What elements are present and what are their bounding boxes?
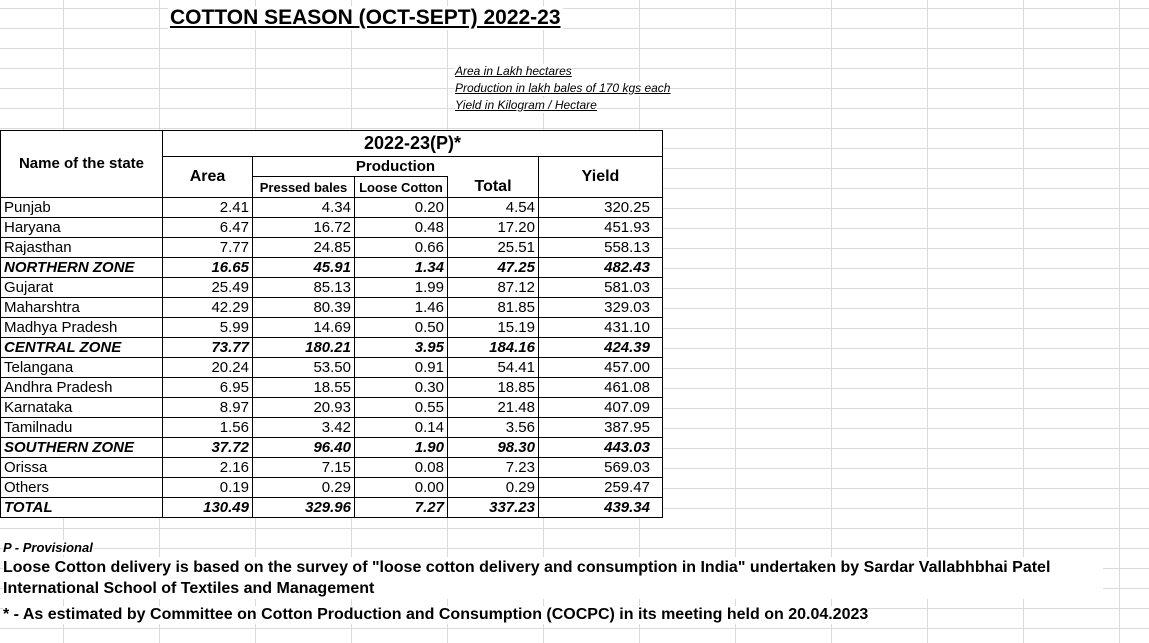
cell-area: 37.72: [163, 438, 253, 458]
cell-total: 54.41: [448, 358, 539, 378]
cell-area: 2.41: [163, 198, 253, 218]
cell-area: 6.95: [163, 378, 253, 398]
header-area: Area: [163, 157, 253, 198]
cell-state-name: SOUTHERN ZONE: [1, 438, 163, 458]
cell-yield: 387.95: [539, 418, 663, 438]
cell-loose-cotton: 0.14: [355, 418, 448, 438]
header-production: Production: [253, 157, 539, 177]
cell-state-name: Gujarat: [1, 278, 163, 298]
table-row-zone-total: [1, 498, 663, 518]
cell-total: 15.19: [448, 318, 539, 338]
cell-total: 81.85: [448, 298, 539, 318]
cell-total: 337.23: [448, 498, 539, 518]
table-row: [1, 298, 663, 318]
cell-area: 25.49: [163, 278, 253, 298]
cell-loose-cotton: 0.20: [355, 198, 448, 218]
cell-yield: 424.39: [539, 338, 663, 358]
cell-loose-cotton: 0.55: [355, 398, 448, 418]
cell-total: 4.54: [448, 198, 539, 218]
cell-total: 87.12: [448, 278, 539, 298]
cell-state-name: Madhya Pradesh: [1, 318, 163, 338]
cell-area: 8.97: [163, 398, 253, 418]
cell-yield: 407.09: [539, 398, 663, 418]
cell-yield: 482.43: [539, 258, 663, 278]
cell-pressed-bales: 24.85: [253, 238, 355, 258]
cell-total: 18.85: [448, 378, 539, 398]
table-row-zone-total: [1, 438, 663, 458]
cell-yield: 439.34: [539, 498, 663, 518]
table-row-zone-total: [1, 338, 663, 358]
cell-loose-cotton: 1.34: [355, 258, 448, 278]
cell-total: 25.51: [448, 238, 539, 258]
provisional-note: P - Provisional: [3, 540, 93, 555]
cell-total: 17.20: [448, 218, 539, 238]
table-row: [1, 478, 663, 498]
cell-state-name: Andhra Pradesh: [1, 378, 163, 398]
cell-state-name: Karnataka: [1, 398, 163, 418]
cell-area: 0.19: [163, 478, 253, 498]
table-row: [1, 378, 663, 398]
cell-yield: 569.03: [539, 458, 663, 478]
header-period: 2022-23(P)*: [163, 131, 663, 157]
cell-state-name: Rajasthan: [1, 238, 163, 258]
cell-yield: 329.03: [539, 298, 663, 318]
cotton-data-table: [0, 130, 663, 518]
cell-pressed-bales: 53.50: [253, 358, 355, 378]
table-row: [1, 398, 663, 418]
cell-area: 5.99: [163, 318, 253, 338]
cell-pressed-bales: 20.93: [253, 398, 355, 418]
unit-note-yield: Yield in Kilogram / Hectare: [455, 98, 597, 112]
cell-pressed-bales: 16.72: [253, 218, 355, 238]
cell-state-name: Others: [1, 478, 163, 498]
table-body: [1, 198, 663, 518]
cell-area: 1.56: [163, 418, 253, 438]
table-row: [1, 278, 663, 298]
cell-state-name: Punjab: [1, 198, 163, 218]
cell-total: 184.16: [448, 338, 539, 358]
table-row: [1, 218, 663, 238]
cell-state-name: TOTAL: [1, 498, 163, 518]
cell-total: 0.29: [448, 478, 539, 498]
cell-area: 7.77: [163, 238, 253, 258]
cell-state-name: NORTHERN ZONE: [1, 258, 163, 278]
header-total: Total: [448, 177, 539, 198]
cell-area: 2.16: [163, 458, 253, 478]
cell-yield: 443.03: [539, 438, 663, 458]
unit-note-area: Area in Lakh hectares: [455, 64, 572, 78]
cell-yield: 457.00: [539, 358, 663, 378]
cell-yield: 259.47: [539, 478, 663, 498]
cell-loose-cotton: 7.27: [355, 498, 448, 518]
cell-pressed-bales: 45.91: [253, 258, 355, 278]
cell-pressed-bales: 96.40: [253, 438, 355, 458]
loose-cotton-note: Loose Cotton delivery is based on the survey of "loose cotton delivery and consumption in India" undertaken by Sardar Vallabhbhai Patel International School of Textiles and Management: [3, 557, 1103, 599]
cell-loose-cotton: 1.46: [355, 298, 448, 318]
cell-state-name: CENTRAL ZONE: [1, 338, 163, 358]
cell-state-name: Haryana: [1, 218, 163, 238]
cell-total: 98.30: [448, 438, 539, 458]
table-row-zone-total: [1, 258, 663, 278]
cell-area: 6.47: [163, 218, 253, 238]
table-row: [1, 458, 663, 478]
table-row: [1, 318, 663, 338]
cell-loose-cotton: 1.99: [355, 278, 448, 298]
header-loose-cotton: Loose Cotton: [355, 177, 448, 198]
header-yield: Yield: [539, 157, 663, 198]
cell-yield: 451.93: [539, 218, 663, 238]
table-row: [1, 238, 663, 258]
estimate-note: * - As estimated by Committee on Cotton Production and Consumption (COCPC) in its meeting held on 20.04.2023: [3, 606, 869, 623]
cell-pressed-bales: 18.55: [253, 378, 355, 398]
cell-yield: 320.25: [539, 198, 663, 218]
cell-pressed-bales: 7.15: [253, 458, 355, 478]
cell-loose-cotton: 0.91: [355, 358, 448, 378]
cell-loose-cotton: 0.30: [355, 378, 448, 398]
cell-total: 7.23: [448, 458, 539, 478]
cell-loose-cotton: 0.50: [355, 318, 448, 338]
cell-pressed-bales: 85.13: [253, 278, 355, 298]
table-row: [1, 358, 663, 378]
cell-pressed-bales: 80.39: [253, 298, 355, 318]
cell-yield: 461.08: [539, 378, 663, 398]
cell-area: 130.49: [163, 498, 253, 518]
cell-pressed-bales: 14.69: [253, 318, 355, 338]
cell-pressed-bales: 3.42: [253, 418, 355, 438]
cell-loose-cotton: 0.66: [355, 238, 448, 258]
cell-pressed-bales: 180.21: [253, 338, 355, 358]
cell-total: 21.48: [448, 398, 539, 418]
unit-note-production: Production in lakh bales of 170 kgs each: [455, 81, 671, 95]
cell-area: 73.77: [163, 338, 253, 358]
cell-yield: 581.03: [539, 278, 663, 298]
cell-state-name: Telangana: [1, 358, 163, 378]
cell-state-name: Orissa: [1, 458, 163, 478]
cell-loose-cotton: 0.08: [355, 458, 448, 478]
cell-pressed-bales: 329.96: [253, 498, 355, 518]
header-state-name: Name of the state: [1, 131, 163, 198]
cell-pressed-bales: 0.29: [253, 478, 355, 498]
cell-yield: 431.10: [539, 318, 663, 338]
cell-loose-cotton: 0.48: [355, 218, 448, 238]
table-row: [1, 198, 663, 218]
cell-loose-cotton: 1.90: [355, 438, 448, 458]
cell-yield: 558.13: [539, 238, 663, 258]
cell-pressed-bales: 4.34: [253, 198, 355, 218]
cell-area: 16.65: [163, 258, 253, 278]
cell-total: 3.56: [448, 418, 539, 438]
cell-area: 20.24: [163, 358, 253, 378]
cell-loose-cotton: 3.95: [355, 338, 448, 358]
cell-total: 47.25: [448, 258, 539, 278]
table-row: [1, 418, 663, 438]
cell-state-name: Maharshtra: [1, 298, 163, 318]
cell-loose-cotton: 0.00: [355, 478, 448, 498]
page-title: COTTON SEASON (OCT-SEPT) 2022-23: [170, 6, 561, 29]
cell-state-name: Tamilnadu: [1, 418, 163, 438]
header-pressed-bales: Pressed bales: [253, 177, 355, 198]
cell-area: 42.29: [163, 298, 253, 318]
